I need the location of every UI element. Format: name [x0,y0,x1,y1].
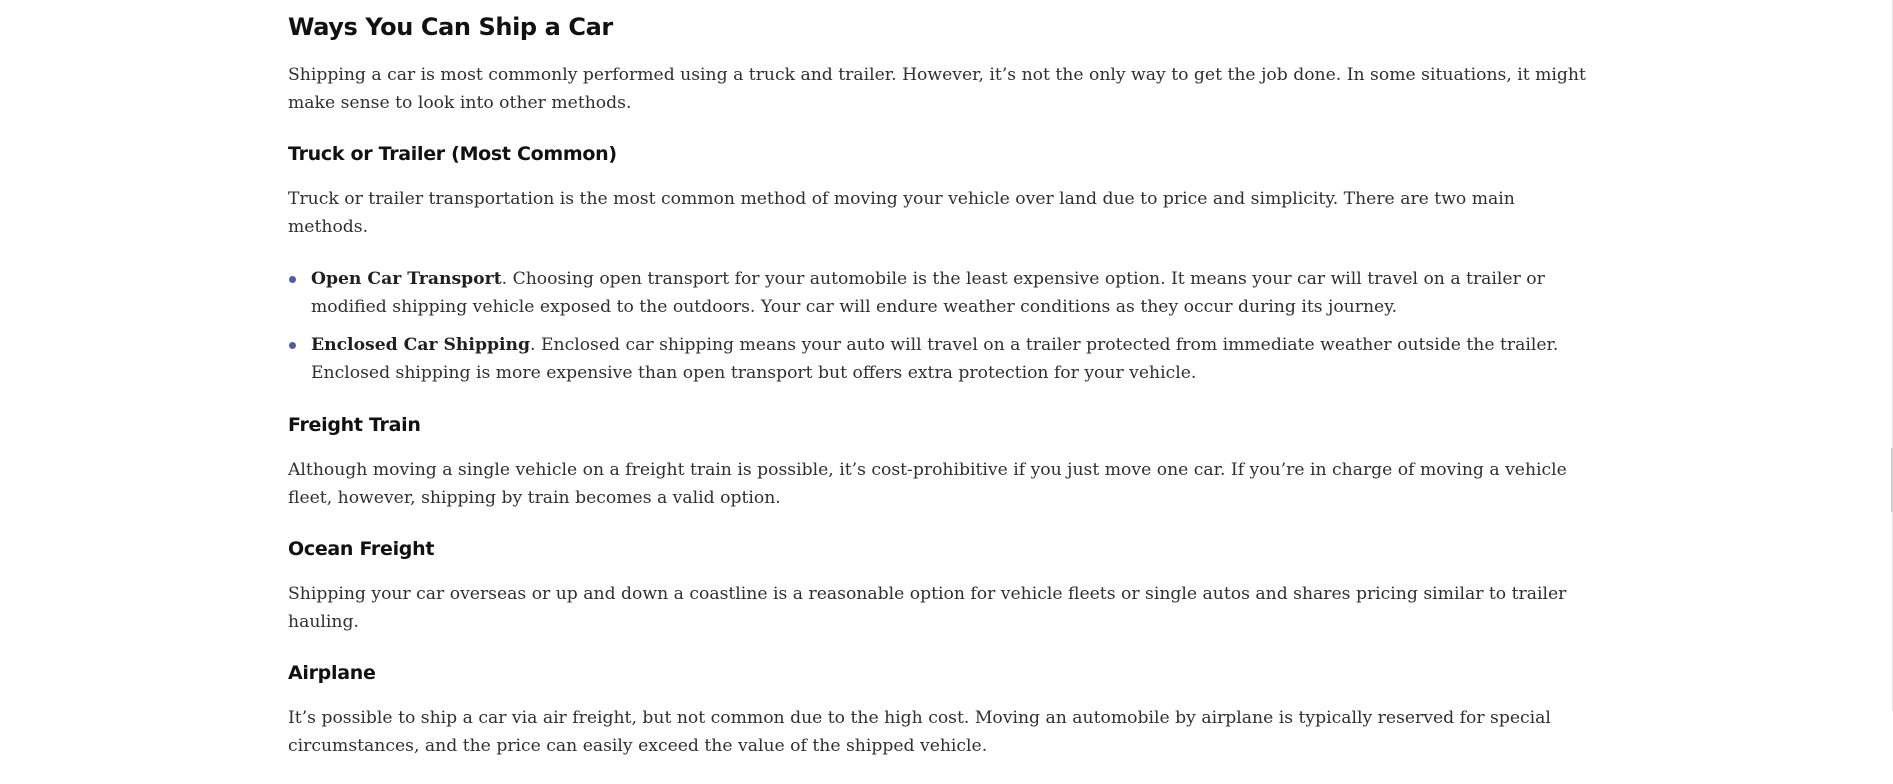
section-ocean-freight [288,536,1593,636]
list-item-enclosed-car-shipping [288,331,1593,387]
section-truck-or-trailer [288,141,1593,387]
article-content [288,0,1593,784]
bullet-text-enclosed-car-shipping: . Enclosed car shipping means your auto will travel on a trailer protected from immediate weather outside the trailer. Enclosed shipping is more expensive than open transport but offers extra protection for your vehicle. [311,335,1559,383]
section-text-truck-or-trailer: Truck or trailer transportation is the most common method of moving your vehicle over land due to price and simplicity. There are two main methods. [288,189,1515,237]
section-text-ocean-freight: Shipping your car overseas or up and down a coastline is a reasonable option for vehicle fleets or single autos and shares pricing similar to trailer hauling. [288,584,1567,632]
article-title: Ways You Can Ship a Car [288,13,613,41]
section-freight-train [288,412,1593,512]
intro-paragraph: Shipping a car is most commonly performed using a truck and trailer. However, it’s not the only way to get the job done. In some situations, it might make sense to look into other methods. [288,65,1586,113]
shipping-methods-list [288,265,1593,387]
section-text-freight-train: Although moving a single vehicle on a freight train is possible, it’s cost-prohibitive if you just move one car. If you’re in charge of moving a vehicle fleet, however, shipping by train becomes a valid option. [288,460,1567,508]
section-airplane [288,660,1593,760]
bullet-icon [289,342,296,349]
list-item-open-car-transport [288,265,1593,321]
section-heading-freight-train: Freight Train [288,414,421,436]
bullet-icon [289,276,296,283]
section-text-airplane: It’s possible to ship a car via air freight, but not common due to the high cost. Moving an automobile by airplane is typically reserved for special circumstances, and the price can easily exceed the value of the shipped vehicle. [288,708,1551,756]
section-heading-airplane: Airplane [288,662,376,684]
bullet-text-open-car-transport: . Choosing open transport for your automobile is the least expensive option. It means your car will travel on a trailer or modified shipping vehicle exposed to the outdoors. Your car will endure weather conditions as they occur during its journey. [311,269,1545,317]
bullet-term-open-car-transport: Open Car Transport [311,269,502,289]
section-heading-truck-or-trailer: Truck or Trailer (Most Common) [288,143,617,165]
section-heading-ocean-freight: Ocean Freight [288,538,435,560]
bullet-term-enclosed-car-shipping: Enclosed Car Shipping [311,335,531,355]
